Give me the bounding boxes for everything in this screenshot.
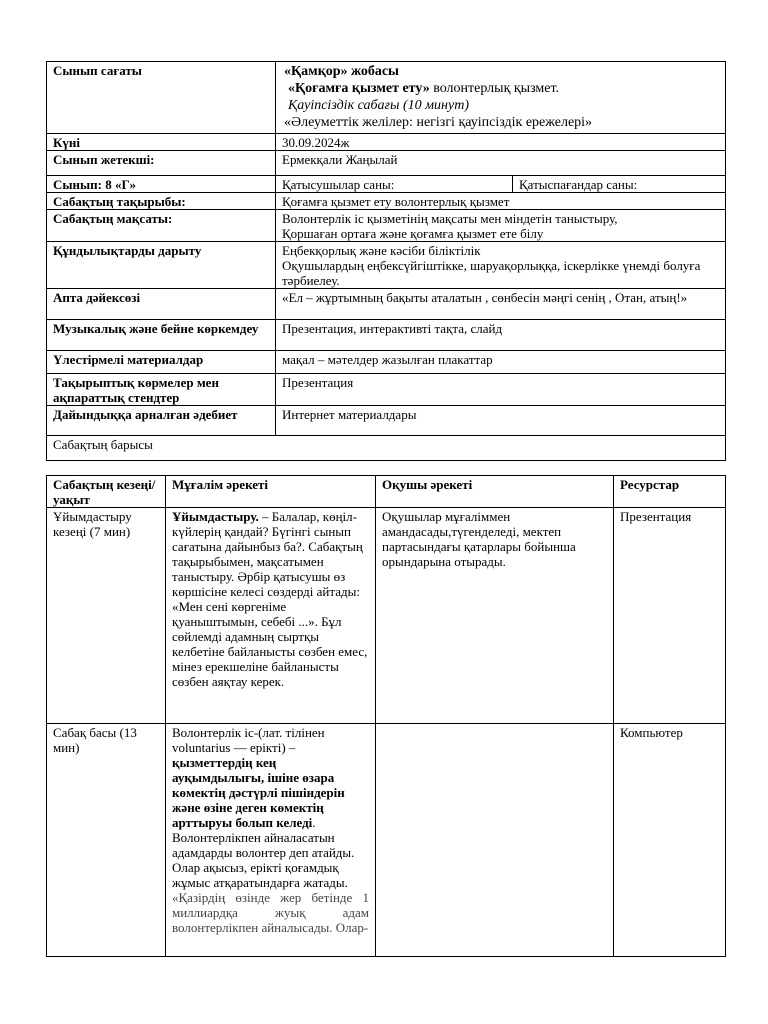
info-row-topic xyxy=(47,193,726,210)
info-row-goal xyxy=(47,210,726,242)
values-line-2: Оқушылардың еңбексүйгіштікке, шаруақорлыққа, іскерлікке үнемді болуға тәрбиелеу. xyxy=(282,258,701,288)
handout-value: мақал – мәтелдер жазылған плакаттар xyxy=(276,351,726,374)
student-action-cell xyxy=(376,724,614,957)
goal-line-1: Волонтерлік іс қызметінің мақсаты мен міндетін таныстыру, xyxy=(282,211,618,226)
info-row-motto xyxy=(47,289,726,320)
info-row-progress xyxy=(47,436,726,461)
service-title xyxy=(284,80,719,97)
values-line-1: Еңбекқорлық және кәсіби біліктілік xyxy=(282,243,481,258)
stage-cell: Ұйымдастыру кезеңі (7 мин) xyxy=(47,508,166,724)
topic-value: Қоғамға қызмет ету волонтерлық қызмет xyxy=(276,193,726,210)
info-row-handout xyxy=(47,351,726,374)
info-row-music xyxy=(47,320,726,351)
progress-label: Сабақтың барысы xyxy=(47,436,726,461)
info-row-teacher xyxy=(47,151,726,176)
lesson-progress-table xyxy=(46,475,726,957)
info-row-class xyxy=(47,176,726,193)
teacher-action-text-2: . Волонтерлікпен айналасатын адамдарды волонтер деп атайды. Олар ақысыз, ерікті қоғамдық жұмыс атқаратындарға жатады. xyxy=(172,815,355,890)
values-value xyxy=(276,242,726,289)
service-bold: «Қоғамға қызмет ету» xyxy=(288,81,430,96)
lesson-header-row xyxy=(47,476,726,508)
social-networks-title: «Әлеуметтік желілер: негізгі қауіпсіздік ережелері» xyxy=(284,115,593,130)
resources-cell: Компьютер xyxy=(614,724,726,957)
literature-label: Дайындыққа арналған әдебиет xyxy=(47,406,276,436)
header-stage: Сабақтың кезеңі/ уақыт xyxy=(47,476,166,508)
lesson-info-table xyxy=(46,61,726,461)
goal-value xyxy=(276,210,726,242)
literature-value: Интернет материалдары xyxy=(276,406,726,436)
values-label: Құндылықтарды дарыту xyxy=(47,242,276,289)
exhibit-label: Тақырыптық көрмелер мен ақпараттық стендтер xyxy=(47,374,276,406)
class-hour-value xyxy=(276,62,726,134)
participants-label: Қатысушылар саны: xyxy=(276,176,513,193)
goal-line-2: Қоршаған ортаға және қоғамға қызмет ете білу xyxy=(282,226,544,241)
info-row-values xyxy=(47,242,726,289)
teacher-action-text: Волонтерлік іс-(лат. тілінен voluntarius — ерікті) – xyxy=(172,725,325,755)
music-label: Музыкалық және бейне көркемдеу xyxy=(47,320,276,351)
teacher-action-cell xyxy=(166,508,376,724)
motto-value: «Ел – жұртымның бақыты аталатын , сөнбесін мәңгі сенің , Отан, атың!» xyxy=(276,289,726,320)
table-row xyxy=(47,724,726,957)
motto-label: Апта дәйексөзі xyxy=(47,289,276,320)
class-label: Сынып: 8 «Г» xyxy=(47,176,276,193)
teacher-action-cell xyxy=(166,724,376,957)
goal-label: Сабақтың мақсаты: xyxy=(47,210,276,242)
project-title: «Қамқор» жобасы xyxy=(284,64,399,79)
teacher-label: Сынып жетекші: xyxy=(47,151,276,176)
table-row xyxy=(47,508,726,724)
teacher-action-bold: Ұйымдастыру. xyxy=(172,509,259,524)
info-row-class-hour xyxy=(47,62,726,134)
info-row-literature xyxy=(47,406,726,436)
service-rest: волонтерлық қызмет. xyxy=(429,81,560,96)
resources-cell: Презентация xyxy=(614,508,726,724)
topic-label: Сабақтың тақырыбы: xyxy=(47,193,276,210)
teacher-value: Ермекқали Жаңылай xyxy=(276,151,726,176)
student-action-cell: Оқушылар мұғаліммен амандасады,түгенделеді, мектеп партасындағы қатарлары бойынша орындарына отырады. xyxy=(376,508,614,724)
music-value: Презентация, интерактивті тақта, слайд xyxy=(276,320,726,351)
safety-lesson: Қауіпсіздік сабағы (10 минут) xyxy=(288,98,469,113)
date-value: 30.09.2024ж xyxy=(276,134,726,151)
teacher-action-bold: қызметтердің кең ауқымдылығы, ішіне өзара көмектің дәстүрлі пішіндерін және өзіне деген көмектің арттыруы болып келеді xyxy=(172,755,345,830)
info-row-exhibit xyxy=(47,374,726,406)
teacher-action-text: – Балалар, көңіл-күйлерің қандай? Бүгінгі сынып сағатына дайынбыз ба?. Сабақтың тақырыбымен, мақсатымен таныстыру. Әрбір қатысушы өз көршісіне келесі сөздерді айтады: «Мен сені көргеніме қуаныштымын, себебі ...». Бұл сөйлемді адамның сыртқы келбетіне байланысты сөзбен емес, мінез ерекшеліне байланысты сөзбен аяқтау керек. xyxy=(172,509,368,689)
header-student: Оқушы әрекеті xyxy=(376,476,614,508)
header-teacher: Мұғалім әрекеті xyxy=(166,476,376,508)
header-resources: Ресурстар xyxy=(614,476,726,508)
stage-cell: Сабақ басы (13 мин) xyxy=(47,724,166,957)
absent-label: Қатыспағандар саны: xyxy=(513,176,726,193)
teacher-action-quote: «Қазірдің өзінде жер бетінде 1 миллиардқа жуық адам волонтерлікпен айналысады. Олар- xyxy=(172,890,369,935)
exhibit-value: Презентация xyxy=(276,374,726,406)
handout-label: Үлестірмелі материалдар xyxy=(47,351,276,374)
date-label: Күні xyxy=(47,134,276,151)
info-row-date xyxy=(47,134,726,151)
class-hour-label: Сынып сағаты xyxy=(47,62,276,134)
